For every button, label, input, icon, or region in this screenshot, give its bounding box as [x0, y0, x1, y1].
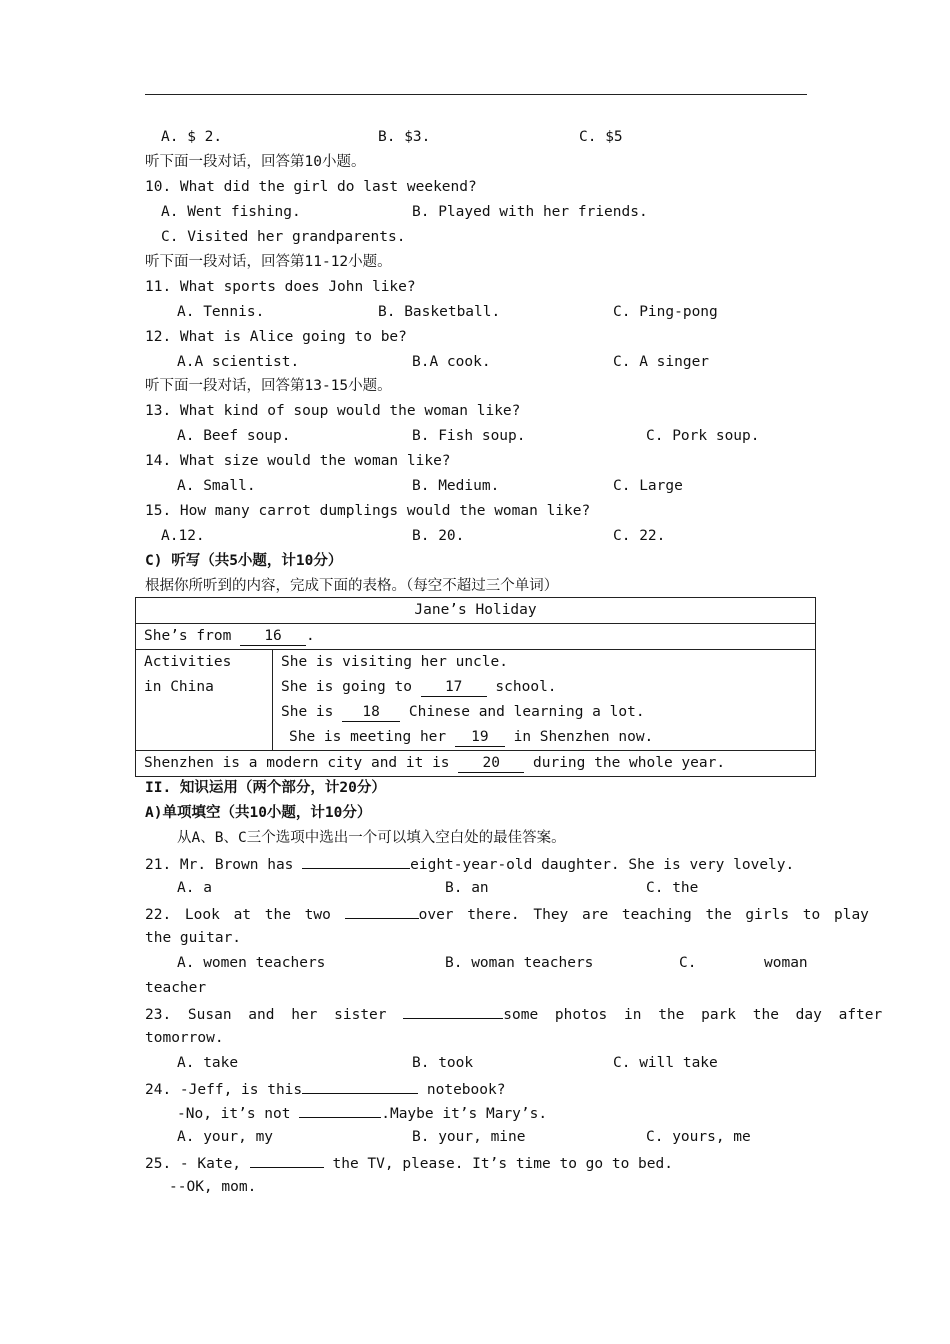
section-c-heading: C) 听写（共5小题，计10分） [145, 553, 343, 569]
q12-option-c: C. A singer [613, 354, 710, 370]
activity-3 [281, 700, 815, 725]
janes-holiday-table [135, 597, 816, 777]
q24-line-2-pre: -No, it’s not [177, 1106, 291, 1122]
q23-post: some photos in the park the day after [503, 1007, 883, 1023]
q21-blank[interactable] [302, 853, 410, 869]
q23-option-c: C. will take [613, 1055, 718, 1071]
q24-option-c: C. yours, me [646, 1129, 751, 1145]
q14-option-c: C. Large [613, 478, 683, 494]
q13-option-b: B. Fish soup. [412, 428, 526, 444]
listen-instruction-10: 听下面一段对话，回答第10小题。 [145, 154, 366, 170]
part-2-heading: II. 知识运用（两个部分，计20分） [145, 780, 386, 796]
q25-stem [145, 1152, 673, 1174]
table-row-shenzhen [136, 751, 816, 777]
q12-option-a: A.A scientist. [177, 354, 300, 370]
q25-blank[interactable] [250, 1152, 324, 1168]
q15-option-a: A.12. [161, 528, 205, 544]
activity-4-pre: She is meeting her [289, 729, 447, 745]
q21-option-a: A. a [177, 880, 212, 896]
blank-20[interactable]: 20 [458, 754, 524, 773]
activities-cell [273, 650, 816, 751]
q22-stem [145, 903, 869, 925]
header-rule [145, 94, 807, 95]
in-china-label: in China [144, 679, 214, 695]
listen-instruction-13-15: 听下面一段对话，回答第13-15小题。 [145, 378, 392, 394]
q11-stem: 11. What sports does John like? [145, 279, 416, 295]
q15-option-c: C. 22. [613, 528, 666, 544]
activity-2-pre: She is going to [281, 679, 412, 695]
shenzhen-pre: Shenzhen is a modern city and it is [144, 755, 450, 771]
q24-blank-2[interactable] [299, 1102, 381, 1118]
activity-2 [281, 675, 815, 700]
q15-option-b: B. 20. [412, 528, 465, 544]
q13-option-a: A. Beef soup. [177, 428, 291, 444]
q22-blank[interactable] [345, 903, 419, 919]
q22-line-2: the guitar. [145, 930, 242, 946]
activity-4 [281, 725, 815, 750]
q25-pre: 25. - Kate, [145, 1156, 242, 1172]
q22-pre: 22. Look at the two [145, 907, 331, 923]
blank-17[interactable]: 17 [421, 678, 487, 697]
q14-stem: 14. What size would the woman like? [145, 453, 451, 469]
q23-option-b: B. took [412, 1055, 474, 1071]
q11-option-b: B. Basketball. [378, 304, 501, 320]
q12-option-b: B.A cook. [412, 354, 491, 370]
activity-4-post: in Shenzhen now. [513, 729, 654, 745]
q24-line-2-post: .Maybe it’s Mary’s. [381, 1106, 548, 1122]
blank-19[interactable]: 19 [455, 728, 505, 747]
q23-line-2: tomorrow. [145, 1030, 224, 1046]
q10-option-a: A. Went fishing. [161, 204, 301, 220]
shenzhen-post: during the whole year. [533, 755, 726, 771]
q24-pre: 24. -Jeff, is this [145, 1082, 303, 1098]
q9-option-a: A. $ 2. [161, 129, 223, 145]
q22-post: over there. They are teaching the girls to play [418, 907, 869, 923]
q24-line-2 [177, 1102, 547, 1124]
activity-2-post: school. [495, 679, 557, 695]
q14-option-b: B. Medium. [412, 478, 500, 494]
q13-option-c: C. Pork soup. [646, 428, 760, 444]
q15-stem: 15. How many carrot dumplings would the woman like? [145, 503, 591, 519]
q22-option-b: B. woman teachers [445, 955, 594, 971]
q22-option-c-word: woman [764, 955, 808, 971]
q13-stem: 13. What kind of soup would the woman like? [145, 403, 521, 419]
activity-1: She is visiting her uncle. [281, 654, 508, 670]
q21-post: eight-year-old daughter. She is very lovely. [410, 857, 795, 873]
blank-18[interactable]: 18 [342, 703, 400, 722]
activity-3-pre: She is [281, 704, 334, 720]
row1-text: She’s from [144, 628, 232, 644]
listen-instruction-11-12: 听下面一段对话，回答第11-12小题。 [145, 254, 392, 270]
q22-option-a: A. women teachers [177, 955, 326, 971]
q24-post: notebook? [426, 1082, 506, 1098]
q24-stem [145, 1078, 505, 1100]
q12-stem: 12. What is Alice going to be? [145, 329, 407, 345]
activities-label: Activities [144, 654, 232, 670]
part-2-instruction: 从A、B、C三个选项中选出一个可以填入空白处的最佳答案。 [177, 830, 566, 846]
q23-blank[interactable] [403, 1003, 503, 1019]
q25-line-2: --OK, mom. [169, 1179, 257, 1195]
q23-pre: 23. Susan and her sister [145, 1007, 387, 1023]
activity-3-post: Chinese and learning a lot. [408, 704, 645, 720]
table-row-from [136, 624, 816, 650]
q10-stem: 10. What did the girl do last weekend? [145, 179, 477, 195]
q24-blank-1[interactable] [302, 1078, 418, 1094]
table-title: Jane’s Holiday [136, 598, 816, 624]
q9-option-c: C. $5 [579, 129, 623, 145]
q21-option-c: C. the [646, 880, 699, 896]
q21-stem [145, 853, 794, 875]
blank-16[interactable]: 16 [240, 627, 306, 646]
q10-option-c: C. Visited her grandparents. [161, 229, 406, 245]
q21-option-b: B. an [445, 880, 489, 896]
q22-option-c-cont: teacher [145, 980, 207, 996]
q22-option-c: C. [679, 955, 697, 971]
activities-label-cell [136, 650, 273, 751]
q14-option-a: A. Small. [177, 478, 256, 494]
q11-option-c: C. Ping-pong [613, 304, 718, 320]
q10-option-b: B. Played with her friends. [412, 204, 648, 220]
q24-option-a: A. your, my [177, 1129, 274, 1145]
q21-pre: 21. Mr. Brown has [145, 857, 294, 873]
part-2-sub-a: A)单项填空（共10小题，计10分） [145, 805, 372, 821]
q23-option-a: A. take [177, 1055, 239, 1071]
q23-stem [145, 1003, 882, 1025]
q9-option-b: B. $3. [378, 129, 431, 145]
row1-period: . [306, 628, 315, 644]
q11-option-a: A. Tennis. [177, 304, 265, 320]
q25-post: the TV, please. It’s time to go to bed. [332, 1156, 673, 1172]
section-c-instruction: 根据你所听到的内容，完成下面的表格。（每空不超过三个单词） [145, 578, 559, 594]
q24-option-b: B. your, mine [412, 1129, 526, 1145]
